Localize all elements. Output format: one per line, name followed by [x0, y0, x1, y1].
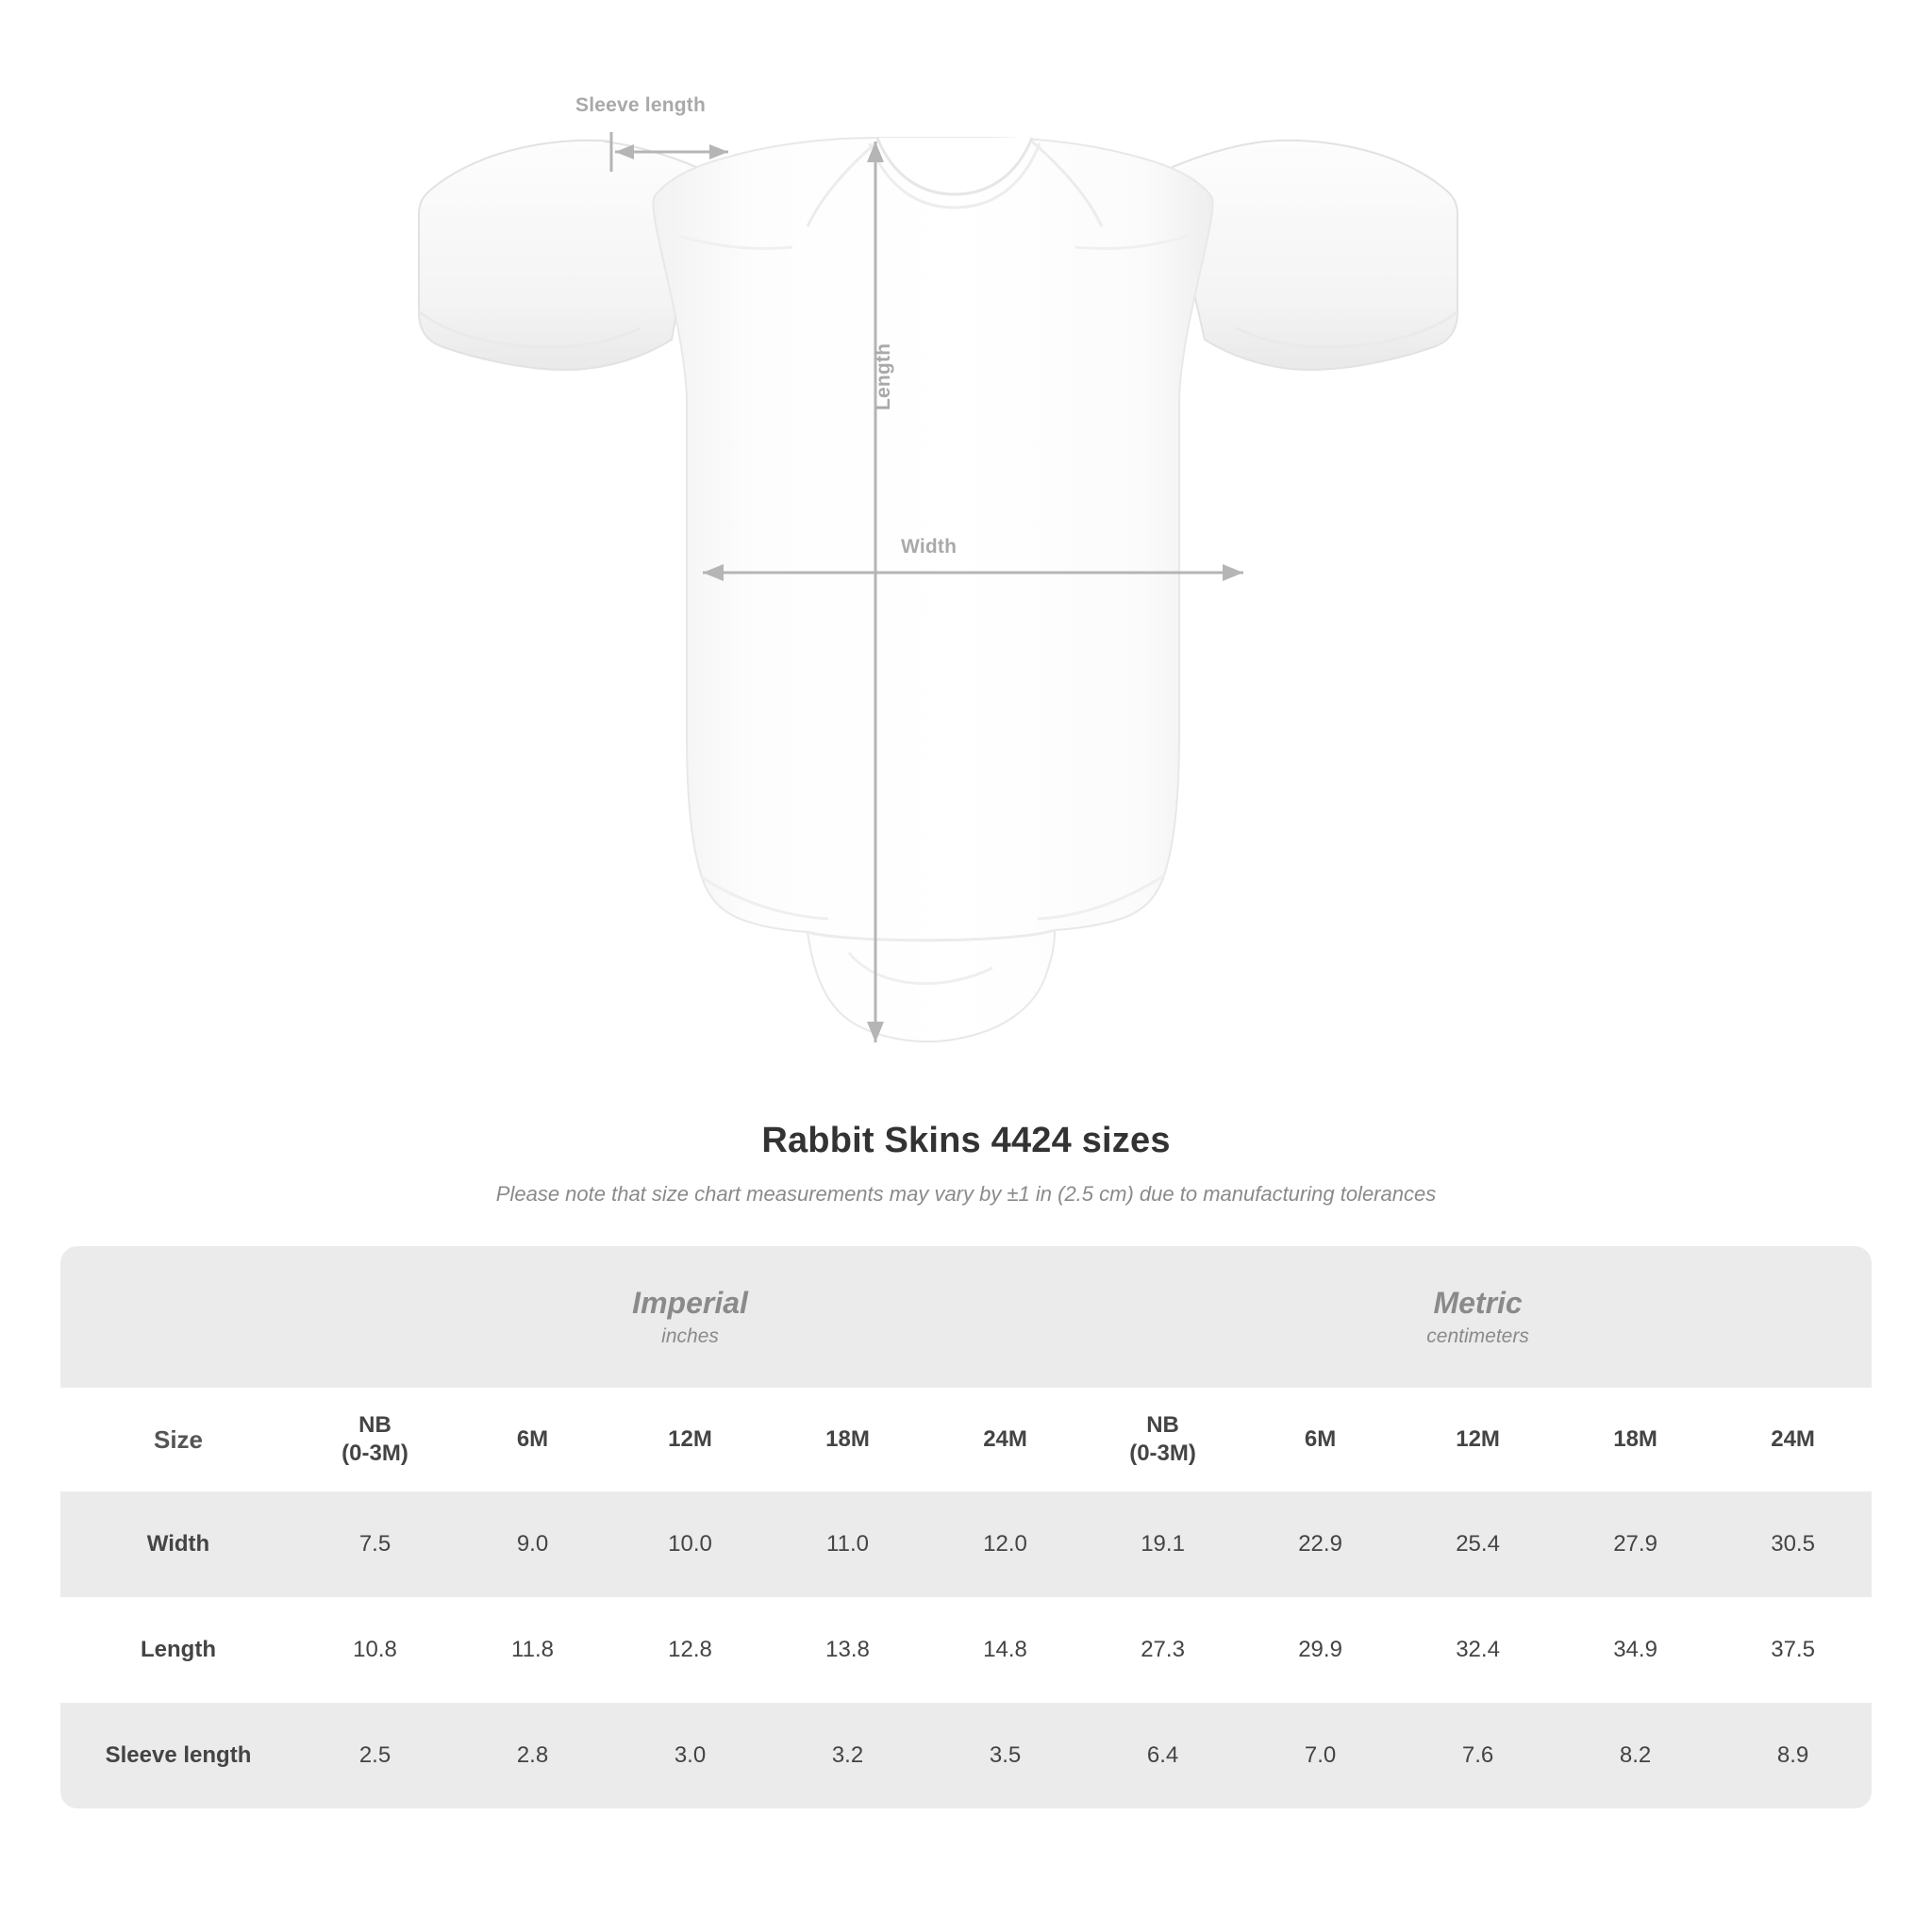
column-header-18m-imperial — [769, 1388, 926, 1491]
cell-length-12m-in: 12.8 — [611, 1597, 769, 1703]
width-dimension-label: Width — [901, 536, 958, 558]
sleeve-length-dimension-label: Sleeve length — [575, 94, 706, 116]
unit-header-row — [60, 1246, 1872, 1388]
column-header-nb-metric — [1084, 1388, 1241, 1491]
column-header-label: 6M — [1304, 1426, 1337, 1452]
cell-width-24m-cm: 30.5 — [1714, 1491, 1872, 1597]
table-row — [60, 1597, 1872, 1703]
unit-corner-cell — [60, 1246, 296, 1388]
column-header-6m-metric — [1241, 1388, 1399, 1491]
cell-width-6m-cm: 22.9 — [1241, 1491, 1399, 1597]
cell-length-18m-in: 13.8 — [769, 1597, 926, 1703]
cell-length-24m-cm: 37.5 — [1714, 1597, 1872, 1703]
column-header-label: 18M — [1613, 1426, 1657, 1452]
column-header-nb-imperial — [296, 1388, 454, 1491]
length-dimension-label: Length — [873, 342, 894, 410]
column-header-24m-imperial — [926, 1388, 1084, 1491]
cell-width-nb-in: 7.5 — [296, 1491, 454, 1597]
cell-sleeve-24m-cm: 8.9 — [1714, 1703, 1872, 1808]
page-title: Rabbit Skins 4424 sizes — [761, 1121, 1171, 1160]
size-table-container — [60, 1246, 1872, 1808]
cell-sleeve-12m-in: 3.0 — [611, 1703, 769, 1808]
cell-length-6m-in: 11.8 — [454, 1597, 611, 1703]
cell-sleeve-18m-in: 3.2 — [769, 1703, 926, 1808]
cell-sleeve-nb-cm: 6.4 — [1084, 1703, 1241, 1808]
cell-length-12m-cm: 32.4 — [1399, 1597, 1557, 1703]
cell-sleeve-24m-in: 3.5 — [926, 1703, 1084, 1808]
cell-sleeve-6m-in: 2.8 — [454, 1703, 611, 1808]
cell-sleeve-nb-in: 2.5 — [296, 1703, 454, 1808]
column-header-label: 24M — [983, 1426, 1027, 1452]
column-header-sub: (0-3M) — [1129, 1441, 1196, 1466]
row-label-length: Length — [60, 1597, 296, 1703]
column-header-label: 24M — [1771, 1426, 1815, 1452]
unit-group-metric-name: Metric — [1433, 1285, 1523, 1320]
row-label-sleeve-length: Sleeve length — [60, 1703, 296, 1808]
cell-length-nb-cm: 27.3 — [1084, 1597, 1241, 1703]
unit-group-imperial-sub: inches — [661, 1325, 719, 1348]
size-header-row — [60, 1388, 1872, 1491]
column-header-label: NB — [358, 1412, 391, 1438]
unit-group-imperial — [296, 1246, 1084, 1388]
cell-width-12m-in: 10.0 — [611, 1491, 769, 1597]
cell-width-6m-in: 9.0 — [454, 1491, 611, 1597]
unit-group-metric-sub: centimeters — [1426, 1325, 1529, 1348]
title-block — [0, 1121, 1932, 1207]
cell-width-nb-cm: 19.1 — [1084, 1491, 1241, 1597]
tolerance-note: Please note that size chart measurements may vary by ±1 in (2.5 cm) due to manufacturing tolerances — [495, 1182, 1437, 1206]
unit-group-metric — [1084, 1246, 1872, 1388]
cell-sleeve-6m-cm: 7.0 — [1241, 1703, 1399, 1808]
size-header-cell: Size — [60, 1388, 296, 1491]
column-header-6m-imperial — [454, 1388, 611, 1491]
column-header-24m-metric — [1714, 1388, 1872, 1491]
cell-length-24m-in: 14.8 — [926, 1597, 1084, 1703]
column-header-18m-metric — [1557, 1388, 1714, 1491]
cell-sleeve-12m-cm: 7.6 — [1399, 1703, 1557, 1808]
column-header-label: 12M — [668, 1426, 712, 1452]
column-header-sub: (0-3M) — [341, 1441, 408, 1466]
row-label-width: Width — [60, 1491, 296, 1597]
unit-group-imperial-name: Imperial — [632, 1285, 748, 1320]
cell-width-24m-in: 12.0 — [926, 1491, 1084, 1597]
column-header-label: 6M — [516, 1426, 549, 1452]
cell-length-6m-cm: 29.9 — [1241, 1597, 1399, 1703]
cell-length-nb-in: 10.8 — [296, 1597, 454, 1703]
size-table — [60, 1246, 1872, 1808]
cell-width-18m-in: 11.0 — [769, 1491, 926, 1597]
column-header-12m-metric — [1399, 1388, 1557, 1491]
table-row — [60, 1703, 1872, 1808]
cell-length-18m-cm: 34.9 — [1557, 1597, 1714, 1703]
cell-width-12m-cm: 25.4 — [1399, 1491, 1557, 1597]
cell-sleeve-18m-cm: 8.2 — [1557, 1703, 1714, 1808]
column-header-label: 18M — [825, 1426, 870, 1452]
table-row — [60, 1491, 1872, 1597]
column-header-label: NB — [1146, 1412, 1179, 1438]
cell-width-18m-cm: 27.9 — [1557, 1491, 1714, 1597]
column-header-12m-imperial — [611, 1388, 769, 1491]
column-header-label: 12M — [1456, 1426, 1500, 1452]
